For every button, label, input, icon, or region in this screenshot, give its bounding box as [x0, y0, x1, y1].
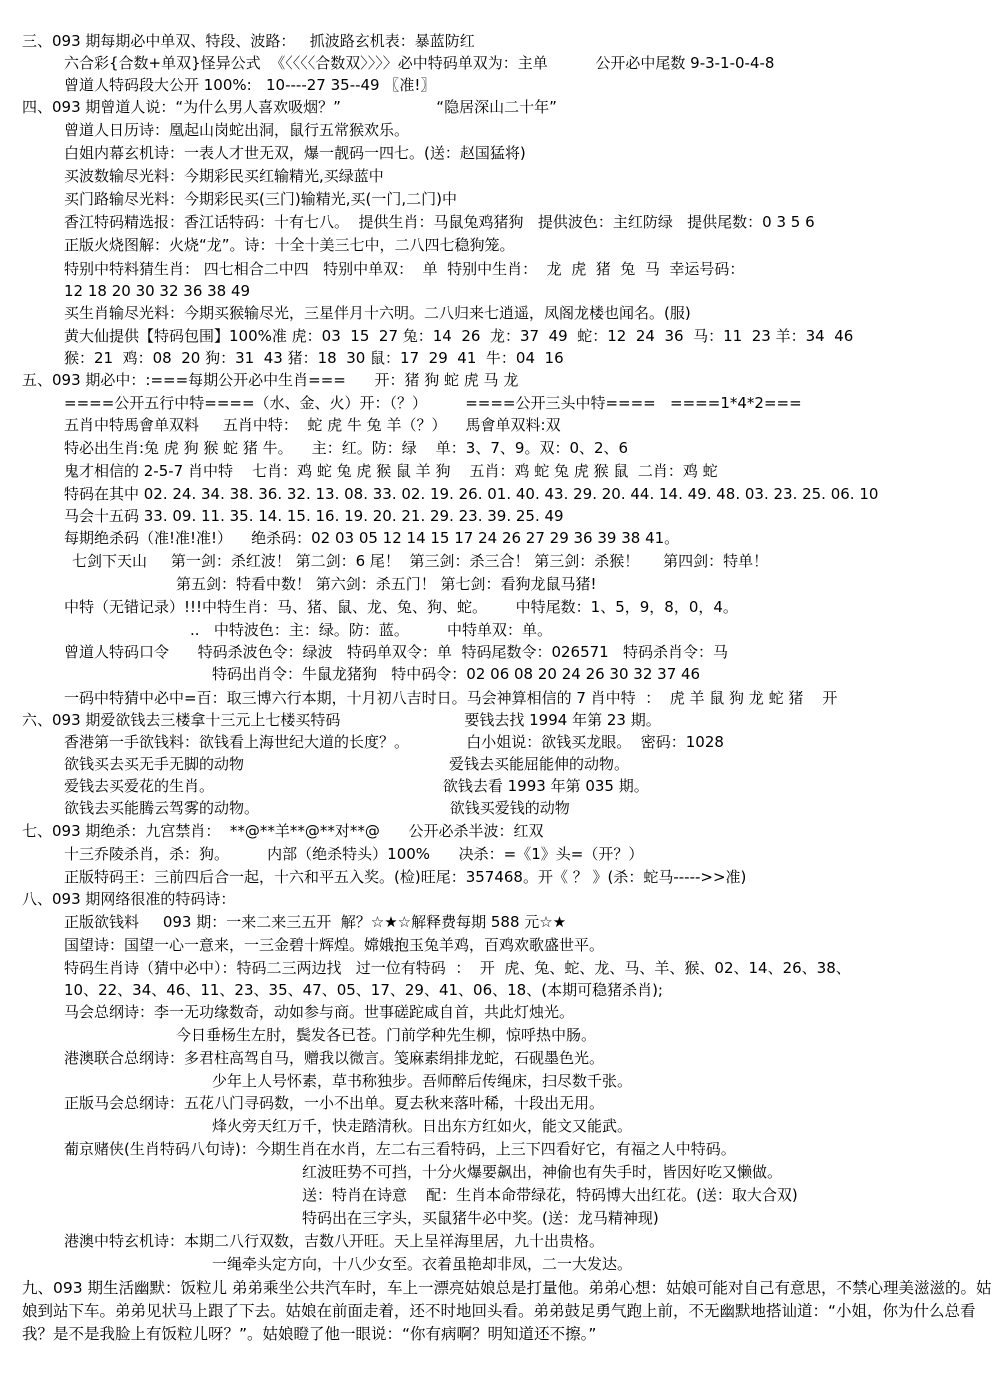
text-line: 烽火旁天红万千，快走踏清秋。日出东方红如火，能文又能武。: [212, 1117, 633, 1135]
section-5-heading: 五、093 期必中：:===每期公开必中生肖=== 开：猪 狗 蛇 虎 马 龙: [22, 371, 519, 389]
section-9-humor-paragraph: 九、093 期生活幽默：饭粒儿 弟弟乘坐公共汽车时，车上一漂亮姑娘总是打量他。弟弟心想：姑娘可能对自己有意思，不禁心理美滋滋的。姑娘到站下车。弟弟见状马上跟了下去。姑娘在前面走着，还不时地回头看。弟弟鼓足勇气跑上前，不无幽默地搭讪道：“小姐，你为什么总看我？是不是我脸上有饭粒儿呀？”。姑娘瞪了他一眼说：“你有病啊？明知道还不擦。”: [22, 1279, 992, 1343]
text-line: 香江特码精选报：香江话特码：十有七八。 提供生肖：马鼠兔鸡猪狗 提供波色：主红防绿 提供尾数：0 3 5 6: [64, 213, 815, 231]
text-line: 五肖中特馬會单双料 五肖中特： 蛇 虎 牛 兔 羊（？） 馬會单双料:双: [64, 416, 561, 434]
text-line: 香港第一手欲钱料：欲钱看上海世纪大道的长度？。 白小姐说：欲钱买龙眼。 密码：1028: [64, 733, 724, 751]
text-line: 马会总纲诗：李一无功缘数奇，动如参与商。世事磋跎咸自首，共此灯烛光。: [64, 1003, 575, 1021]
text-line: 买门路输尽光料：今期彩民买(三门)输精光,买(一门,二门)中: [64, 190, 457, 208]
text-line: 港澳联合总纲诗：多君柱高驾自马，赠我以微言。笺麻素绢排龙蛇，石砚墨色光。: [64, 1049, 605, 1067]
text-line: 今日垂杨生左肘，鬓发各已苍。门前学种先生柳，惊呼热中肠。: [176, 1026, 597, 1044]
text-line: 曾道人特码口令 特码杀波色令：绿波 特码单双令：单 特码尾数令：026571 特码杀肖令：马: [64, 643, 729, 661]
text-line: 每期绝杀码（准!准!准!） 绝杀码：02 03 05 12 14 15 17 24 26 27 29 36 39 38 41。: [64, 529, 680, 547]
text-line: 葡京赌侠(生肖特码八句诗)：今期生肖在水肖，左二右三看特码，上三下四看好它，有福之人中特码。: [64, 1140, 736, 1158]
section-3-heading: 三、093 期每期必中单双、特段、波路： 抓波路玄机表：暴蓝防红: [22, 32, 475, 50]
text-line: 中特（无错记录）!!!中特生肖：马、猪、鼠、龙、兔、狗、蛇。 中特尾数：1、5，9，8，0，4。: [64, 598, 738, 616]
text-line: 正版欲钱料 093 期：一来二来三五开 解？☆★☆解释费每期 588 元☆★: [64, 913, 567, 931]
text-line: 黄大仙提供【特码包围】100%准 虎：03 15 27 兔：14 26 龙：37 49 蛇：12 24 36 马：11 23 羊：34 46: [64, 327, 854, 345]
section-6-heading: 六、093 期爱欲钱去三楼拿十三元上七楼买特码 要钱去找 1994 年第 23 期。: [22, 711, 661, 729]
text-line: 七剑下天山 第一剑：杀红波！ 第二剑：6 尾！ 第三剑：杀三合！ 第三剑：杀猴！ 第四剑：特单！: [72, 552, 769, 570]
text-line: 欲钱买去买无手无脚的动物 爱钱去买能屈能伸的动物。: [64, 755, 630, 773]
text-line: 国望诗：国望一心一意来，一三金碧十辉煌。嫦娥抱玉兔羊鸡，百鸡欢歌盛世平。: [64, 936, 605, 954]
text-line: 少年上人号怀素，草书称独步。吾师醉后传绳床，扫尽数千张。: [212, 1072, 633, 1090]
text-line: 欲钱去买能腾云驾雾的动物。 欲钱买爱钱的动物: [64, 799, 570, 817]
text-line: 猴：21 鸡：08 20 狗：31 43 猪：18 30 鼠：17 29 41 牛：04 16: [64, 349, 564, 367]
text-line: 正版特码王：三前四后合一起，十六和平五入奖。(检)旺尾：357468。开《 ？ 》(杀：蛇马----->>准): [64, 868, 747, 886]
text-line: 特码出肖令：牛鼠龙猪狗 特中码令：02 06 08 20 24 26 30 32 37 46: [212, 665, 701, 683]
text-line: 六合彩{合数+单双}怪异公式 《〈〈〈〈合数双〉〉〉〉必中特码单双为：主单 公开必中尾数 9-3-1-0-4-8: [64, 54, 775, 72]
text-line: 港澳中特玄机诗：本期二八行双数，吉数八开旺。天上呈祥海里居，九十出贵格。: [64, 1232, 605, 1250]
text-line: 特码生肖诗（猜中必中）：特码二三两边找 过一位有特码 ： 开 虎、兔、蛇、龙、马、羊、猴、02、14、26、38、: [64, 959, 851, 977]
text-line: 买生肖输尽光料：今期买猴输尽光，三星伴月十六明。二八归来七逍遥，凤阁龙楼也闻名。(服): [64, 304, 691, 322]
text-line: 特码出在三字头，买鼠猪牛必中奖。(送：龙马精神现): [302, 1209, 659, 1227]
text-line: 曾道人特码段大公开 100%: 10----27 35--49 〖准!〗: [64, 76, 436, 94]
text-line: 12 18 20 30 32 36 38 49: [64, 282, 251, 300]
text-line: 特码在其中 02. 24. 34. 38. 36. 32. 13. 08. 33. 02. 19. 26. 01. 40. 43. 29. 20. 44. 14. 49. 48. 03. 23. 25. 06. 10: [64, 485, 879, 503]
text-line: 买波数输尽光料：今期彩民买红输精光,买绿蓝中: [64, 167, 384, 185]
text-line: 马会十五码 33. 09. 11. 35. 14. 15. 16. 19. 20. 21. 29. 23. 39. 25. 49: [64, 507, 564, 525]
text-line: 正版火烧图解：火烧“龙”。诗：十全十美三七中，二八四七稳狗笼。: [64, 236, 515, 254]
text-line: ====公开五行中特====（水、金、火）开：（？） ====公开三头中特==== ====1*4*2===: [64, 394, 802, 412]
section-4-heading: 四、093 期曾道人说：“为什么男人喜欢吸烟？” “隐居深山二十年”: [22, 98, 557, 116]
text-line: .. 中特波色：主：绿。防：蓝。 中特单双：单。: [190, 621, 552, 639]
text-line: 10、22、34、46、11、23、35、47、05、17、29、41、06、18、(本期可稳猪杀肖);: [64, 981, 663, 999]
text-line: 送：特肖在诗意 配：生肖本命带绿花，特码博大出红花。(送：取大合双): [302, 1186, 798, 1204]
text-line: 一码中特猜中必中=百：取三博六行本期，十月初八吉时日。马会神算相信的 7 肖中特 ： 虎 羊 鼠 狗 龙 蛇 猪 开: [64, 689, 838, 707]
section-7-heading: 七、093 期绝杀：九宫禁肖： **@**羊**@**对**@ 公开必杀半波：红双: [22, 822, 544, 840]
text-line: 特别中特料猜生肖： 四七相合二中四 特别中单双： 单 特别中生肖： 龙 虎 猪 兔 马 幸运号码：: [64, 260, 745, 278]
text-line: 白姐内幕玄机诗：一表人才世无双，爆一靓码一四七。(送：赵国猛将): [64, 144, 526, 162]
text-line: 特必出生肖:兔 虎 狗 猴 蛇 猪 牛。 主：红。防：绿 单：3、7、9。双：0、2、6: [64, 439, 629, 457]
text-line: 一绳牵头定方向，十八少女至。衣着虽艳却非凤，二一大发达。: [212, 1255, 633, 1273]
section-8-heading: 八、093 期网络很准的特码诗：: [22, 890, 236, 908]
text-line: 鬼才相信的 2-5-7 肖中特 七肖：鸡 蛇 兔 虎 猴 鼠 羊 狗 五肖：鸡 蛇 兔 虎 猴 鼠 二肖：鸡 蛇: [64, 462, 718, 480]
text-line: 十三乔陵杀肖，杀：狗。 内部（绝杀特头）100% 决杀：=《1》头=（开？）: [64, 845, 644, 863]
text-line: 红波旺势不可挡，十分火爆要飙出，神偷也有失手时，皆因好吃又懒做。: [302, 1163, 783, 1181]
text-line: 第五剑：特看中数！ 第六剑：杀五门！ 第七剑：看狗龙鼠马猪!: [176, 575, 597, 593]
text-line: 正版马会总纲诗：五花八门寻码数，一小不出单。夏去秋来落叶稀，十段出无用。: [64, 1094, 605, 1112]
text-line: 曾道人日历诗：凰起山岗蛇出洞，鼠行五常猴欢乐。: [64, 121, 410, 139]
text-line: 爱钱去买爱花的生肖。 欲钱去看 1993 年第 035 期。: [64, 777, 649, 795]
